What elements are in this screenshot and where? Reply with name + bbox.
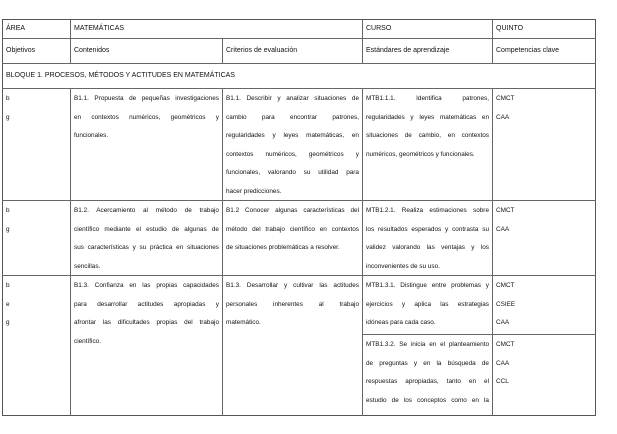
criterio-line: funcionales, valorando su utilidad para — [226, 169, 359, 177]
estandar-line: validez valorando las ventajas y los — [366, 244, 489, 252]
col-header-criterios: Criterios de evaluación — [226, 47, 298, 54]
row1-criterio — [226, 90, 359, 202]
curso-value: QUINTO — [496, 25, 524, 32]
row1-objetivos — [6, 90, 10, 127]
estandar-line: inconvenientes de su uso. — [366, 262, 440, 270]
criterio-line: regularidades y leyes matemáticas, en — [226, 132, 359, 140]
contenido-line: B1.1. Propuesta de pequeñas investigaciones — [74, 95, 219, 102]
estandar-line: regularidades y leyes matemáticas en — [366, 113, 489, 121]
objetivo: b — [6, 95, 10, 102]
row-divider — [362, 334, 596, 335]
col-divider — [362, 88, 363, 416]
estandar-line: los resultados esperados y contrasta su — [366, 225, 489, 233]
competencia: CMCT — [496, 95, 515, 102]
competencia: CAA — [496, 225, 510, 233]
criterio-line: B1.1. Describir y analizar situaciones de — [226, 95, 359, 102]
contenido-line: B1.2. Acercamiento al método de trabajo — [74, 207, 219, 214]
contenido-line: científico. — [74, 337, 101, 345]
objetivo: g — [6, 319, 10, 327]
row3-competencias-1 — [496, 277, 515, 333]
criterio-line: método del trabajo científico en contextos — [226, 225, 359, 233]
criterio-line: B1.2 Conocer algunas características del — [226, 207, 359, 214]
row-divider — [2, 38, 596, 39]
contenido-line: funcionales. — [74, 132, 109, 140]
row1-estandar — [366, 90, 489, 164]
objetivo: b — [6, 207, 10, 214]
col-divider — [492, 88, 493, 416]
row3-contenido — [74, 277, 219, 351]
row3-estandar-2 — [366, 336, 489, 410]
criterio-line: personales inherentes al trabajo — [226, 300, 359, 308]
contenido-line: sus características y su práctica en situaciones — [74, 244, 219, 252]
row2-objetivos — [6, 202, 10, 239]
row1-contenido — [74, 90, 219, 146]
row2-criterio — [226, 202, 359, 258]
estandar-line: MTB1.2.1. Realiza estimaciones sobre — [366, 207, 489, 214]
col-divider — [70, 88, 71, 416]
row1-competencias — [496, 90, 514, 127]
estandar-line: ejercicios y aplica las estrategias — [366, 300, 489, 308]
row3-estandar-1 — [366, 277, 489, 333]
criterio-line: B1.3. Desarrollar y cultivar las actitudes — [226, 282, 359, 289]
competencia: CAA — [496, 113, 510, 121]
col-header-competencias: Competencias clave — [496, 47, 560, 54]
block-title: BLOQUE 1. PROCESOS, MÉTODOS Y ACTITUDES EN MATEMÁTICAS — [6, 72, 235, 79]
estandar-line: MTB1.3.2. Se inicia en el planteamiento — [366, 341, 489, 348]
estandar-line: situaciones de cambio, en contextos — [366, 132, 489, 140]
col-divider — [222, 38, 223, 63]
row-divider — [2, 63, 596, 64]
col-header-contenidos: Contenidos — [74, 47, 110, 54]
objetivo: g — [6, 113, 10, 121]
estandar-line: MTB1.1.1. Identifica patrones, — [366, 95, 489, 102]
criterio-line: cambio para encontrar patrones, — [226, 113, 359, 121]
contenido-line: científico mediante el estudio de algunas de — [74, 225, 219, 233]
objetivo: g — [6, 225, 10, 233]
contenido-line: B1.3. Confianza en las propias capacidades — [74, 282, 219, 289]
criterio-line: de situaciones problemáticas a resolver. — [226, 244, 340, 252]
objetivo: e — [6, 300, 10, 308]
estandar-line: numéricos, geométricos y funcionales. — [366, 150, 475, 158]
row2-contenido — [74, 202, 219, 276]
criterio-line: matemático. — [226, 319, 261, 327]
objetivo: b — [6, 282, 10, 289]
estandar-line: respuestas apropiadas, tanto en el — [366, 378, 489, 386]
col-header-estandares: Estándares de aprendizaje — [366, 47, 450, 54]
competencia: CCL — [496, 378, 509, 386]
estandar-line: de preguntas y en la búsqueda de — [366, 359, 489, 367]
col-divider — [362, 19, 363, 63]
area-value: MATEMÁTICAS — [74, 25, 125, 32]
row2-competencias — [496, 202, 514, 239]
contenido-line: sencillas. — [74, 262, 101, 270]
criterio-line: contextos numéricos, geométricos y — [226, 150, 359, 158]
competencia: CAA — [496, 359, 510, 367]
contenido-line: afrontar las dificultades propias del trabajo — [74, 319, 219, 327]
estandar-line: MTB1.3.1. Distingue entre problemas y — [366, 282, 489, 289]
contenido-line: en contextos numéricos, geométricos y — [74, 113, 219, 121]
row2-estandar — [366, 202, 489, 276]
contenido-line: para desarrollar actitudes apropiadas y — [74, 300, 219, 308]
criterio-line: hacer predicciones. — [226, 187, 282, 195]
estandar-line: estudio de los conceptos como en la — [366, 396, 489, 404]
row-divider — [2, 88, 596, 89]
col-header-objetivos: Objetivos — [6, 47, 36, 54]
col-divider — [70, 19, 71, 63]
competencia: CMCT — [496, 282, 515, 289]
col-divider — [222, 88, 223, 416]
row3-objetivos — [6, 277, 10, 333]
area-label: ÁREA — [6, 25, 26, 32]
competencia: CAA — [496, 319, 510, 327]
curso-label: CURSO — [366, 25, 392, 32]
row3-criterio — [226, 277, 359, 333]
competencia: CMCT — [496, 207, 515, 214]
competencia: CMCT — [496, 341, 515, 348]
row3-competencias-2 — [496, 336, 514, 392]
estandar-line: idóneas para cada caso. — [366, 319, 436, 327]
competencia: CSIEE — [496, 300, 516, 308]
col-divider — [492, 19, 493, 63]
